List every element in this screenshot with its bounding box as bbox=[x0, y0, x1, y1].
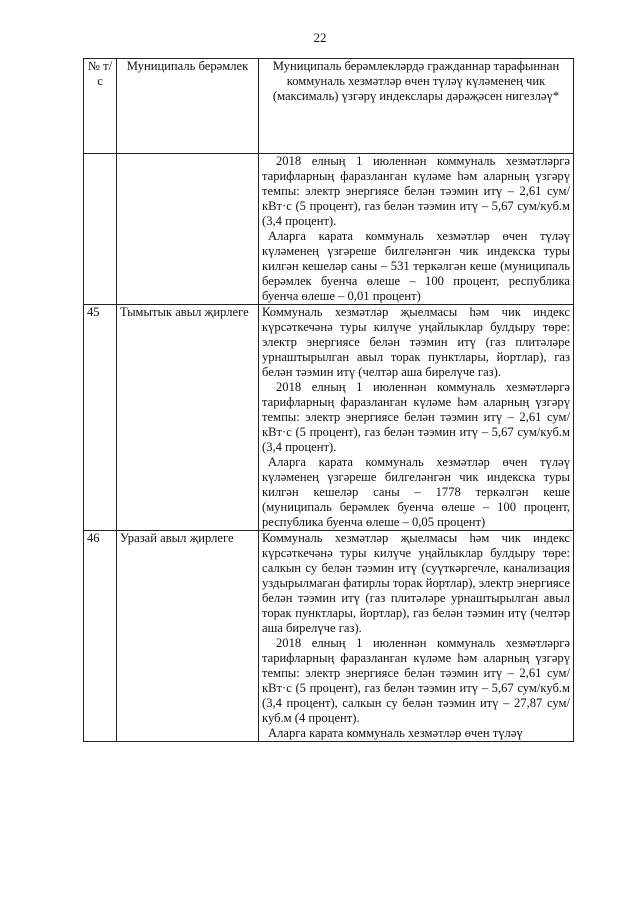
row-municipality: Уразай авыл җирлеге bbox=[117, 531, 259, 742]
description-paragraph: Аларга карата коммуналь хезмәтләр өчен түләү күләменең үзгәреше билгеләнгән чик индекска туры килгән кешеләр саны – 531 теркәлгән кеше (муниципаль берәмлек буенча өлеше – 100 процент, республика буенча өлеше – 0,01 процент) bbox=[262, 229, 570, 303]
description-paragraph: 2018 елның 1 июленнән коммуналь хезмәтләргә тарифларның фаразланган күләме һәм аларның үзгәрү темпы: электр энергиясе белән тәэмин итү – 2,61 сум/кВт·с (5 процент), газ белән тәэмин итү – 5,67 сум/куб.м (3,4 процент). bbox=[262, 154, 570, 228]
row-number bbox=[84, 154, 117, 305]
row-municipality: Тымытык авыл җирлеге bbox=[117, 305, 259, 531]
page-number: 22 bbox=[313, 30, 327, 45]
municipal-index-table bbox=[83, 58, 574, 742]
table-header-row bbox=[84, 59, 574, 154]
table-row bbox=[84, 531, 574, 742]
description-paragraph: Аларга карата коммуналь хезмәтләр өчен түләү bbox=[268, 726, 523, 740]
description-paragraph: Коммуналь хезмәтләр җыелмасы һәм чик индекс күрсәткечәнә туры килүче уңайлыклар булдыру төре: электр энергиясе белән тәэмин итү (газ плитәләре урнаштырылган авыл торак пунктлары, йортлар), газ белән тәэмин итү (челтәр аша бирелүче газ). bbox=[262, 305, 570, 379]
header-municipality: Муниципаль берәмлек bbox=[117, 59, 259, 154]
description-paragraph: 2018 елның 1 июленнән коммуналь хезмәтләргә тарифларның фаразланган күләме һәм аларның үзгәрү темпы: электр энергиясе белән тәэмин итү – 2,61 сум/кВт·с (5 процент), газ белән тәэмин итү – 5,67 сум/куб.м (3,4 процент), салкын су белән тәэмин итү – 27,87 сум/куб.м (4 процент). bbox=[262, 636, 570, 725]
row-municipality bbox=[117, 154, 259, 305]
description-paragraph: Аларга карата коммуналь хезмәтләр өчен түләү күләменең үзгәреше билгеләнгән чик индекска туры килгән кешеләр саны – 1778 теркәлгән кеше (муниципаль берәмлек буенча өлеше – 100 процент, республика буенча өлеше – 0,05 процент) bbox=[262, 455, 570, 529]
table-row bbox=[84, 154, 574, 305]
row-number: 46 bbox=[84, 531, 117, 742]
header-description: Муниципаль берәмлекләрдә гражданнар тарафыннан коммуналь хезмәтләр өчен түләү күләменең чик (максималь) үзгәрү индекслары дәрәҗәсен нигезләү* bbox=[259, 59, 574, 154]
header-number: № т/с bbox=[84, 59, 117, 154]
row-number: 45 bbox=[84, 305, 117, 531]
row-description bbox=[259, 531, 574, 742]
description-paragraph: 2018 елның 1 июленнән коммуналь хезмәтләргә тарифларның фаразланган күләме һәм аларның үзгәрү темпы: электр энергиясе белән тәэмин итү – 2,61 сум/кВт·с (5 процент), газ белән тәэмин итү – 5,67 сум/куб.м (3,4 процент). bbox=[262, 380, 570, 454]
row-description bbox=[259, 305, 574, 531]
table-row bbox=[84, 305, 574, 531]
row-description bbox=[259, 154, 574, 305]
description-paragraph: Коммуналь хезмәтләр җыелмасы һәм чик индекс күрсәткечәнә туры килүче уңайлыклар булдыру төре: салкын су белән тәэмин итү (суүткәргечле, канализация уздырылмаган фатирлы торак йортлар), электр энергиясе белән тәэмин итү (газ плитәләре урнаштырылган авыл торак пунктлары, йортлар), газ белән тәэмин итү (челтәр аша бирелүче газ). bbox=[262, 531, 570, 635]
